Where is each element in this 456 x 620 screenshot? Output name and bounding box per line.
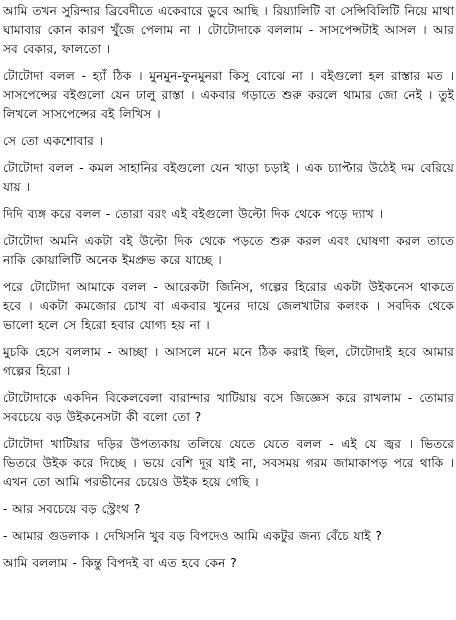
paragraph: টোটোদাকে একদিন বিকেলবেলা বারান্দার খাটিয়ায় বসে জিজ্ঞেস করে রাখলাম - তোমার সবচেয়ে বড় উইকনেসটা কী বলো তো ?: [3, 391, 454, 424]
paragraph: পরে টোটোদা আমাকে বলল - আরেকটা জিনিস, গল্পের হিরোর একটা উইকনেস থাকতে হবে । একটা কমজোর চোখ বা একবার খুনের দায়ে জেলখাটার কলংক । সবদিক থেকে ভালো হলে সে হিরো হবার যোগ্য হয় না ।: [3, 280, 454, 332]
paragraph: দিদি ব্যঙ্গ করে বলল - তোরা বরং এই বইগুলো উল্টো দিক থেকে পড়ে দ্যাখ ।: [3, 207, 383, 221]
paragraph: মুচকি হেসে বললাম - আচ্ছা । আসলে মনে মনে ঠিক করাই ছিল, টোটোদাই হবে আমার গল্পের হিরো ।: [3, 345, 454, 378]
paragraph: টোটোদা অমনি একটা বই উল্টো দিক থেকে পড়তে শুরু করল এবং ঘোষণা করল তাতে নাকি কোয়ালিটি অনেক ইমপ্রুভ করে যাচ্ছে ।: [3, 234, 454, 267]
paragraph: টোটোদা খাটিয়ার দড়ির উপত্যকায় তলিয়ে যেতে যেতে বলল - এই যে জ্বর । ভিতরে ভিতরে উইক করে দিচ্ছে । ভয়ে বেশি দূর যাই না, সবসময় গরম জামাকাপড় পরে থাকি । এখন তো আমি পরভীনের চেয়েও উইক হয়ে গেছি ।: [3, 437, 454, 489]
paragraph: টোটোদা বলল - হ্যাঁ ঠিক । মুনমুন-ফুনমুনরা কিসু বোঝে না । বইগুলো হল রাস্তার মত । সাসপেন্সের বইগুলো যেন ঢালু রাস্তা । একবার গড়াতে শুরু করলে থামার জো নেই । তুই লিখলে সাসপেন্সের বই লিখিস ।: [3, 69, 454, 121]
paragraph: সে তো একশোবার ।: [3, 134, 104, 148]
paragraph: - আমার গুডলাক । দেখিসনি খুব বড় বিপদেও আমি একটুর জন্য বেঁচে যাই ?: [3, 529, 382, 543]
paragraph: - আর সবচেয়ে বড় স্ট্রেংথ ?: [3, 502, 141, 516]
paragraph: আমি তখন সুরিন্দার ব্রিবেদীতে একেবারে ডুবে আছি । রিয়্যালিটি বা সেন্সিবিলিটি নিয়ে মাথা ঘামাবার কোন কারণ খুঁজে পেলাম না । টোটোদাকে বললাম - সাসপেন্সটাই আসল । আর সব বেকার, ফালতো ।: [3, 4, 454, 56]
paragraph: আমি বললাম - কিন্তু বিপদই বা এত হবে কেন ?: [3, 556, 237, 570]
paragraph: টোটোদা বলল - কমল সাহানির বইগুলো যেন খাড়া চড়াই । এক চ্যাপ্টার উঠেই দম বেরিয়ে যায় ।: [3, 161, 454, 194]
